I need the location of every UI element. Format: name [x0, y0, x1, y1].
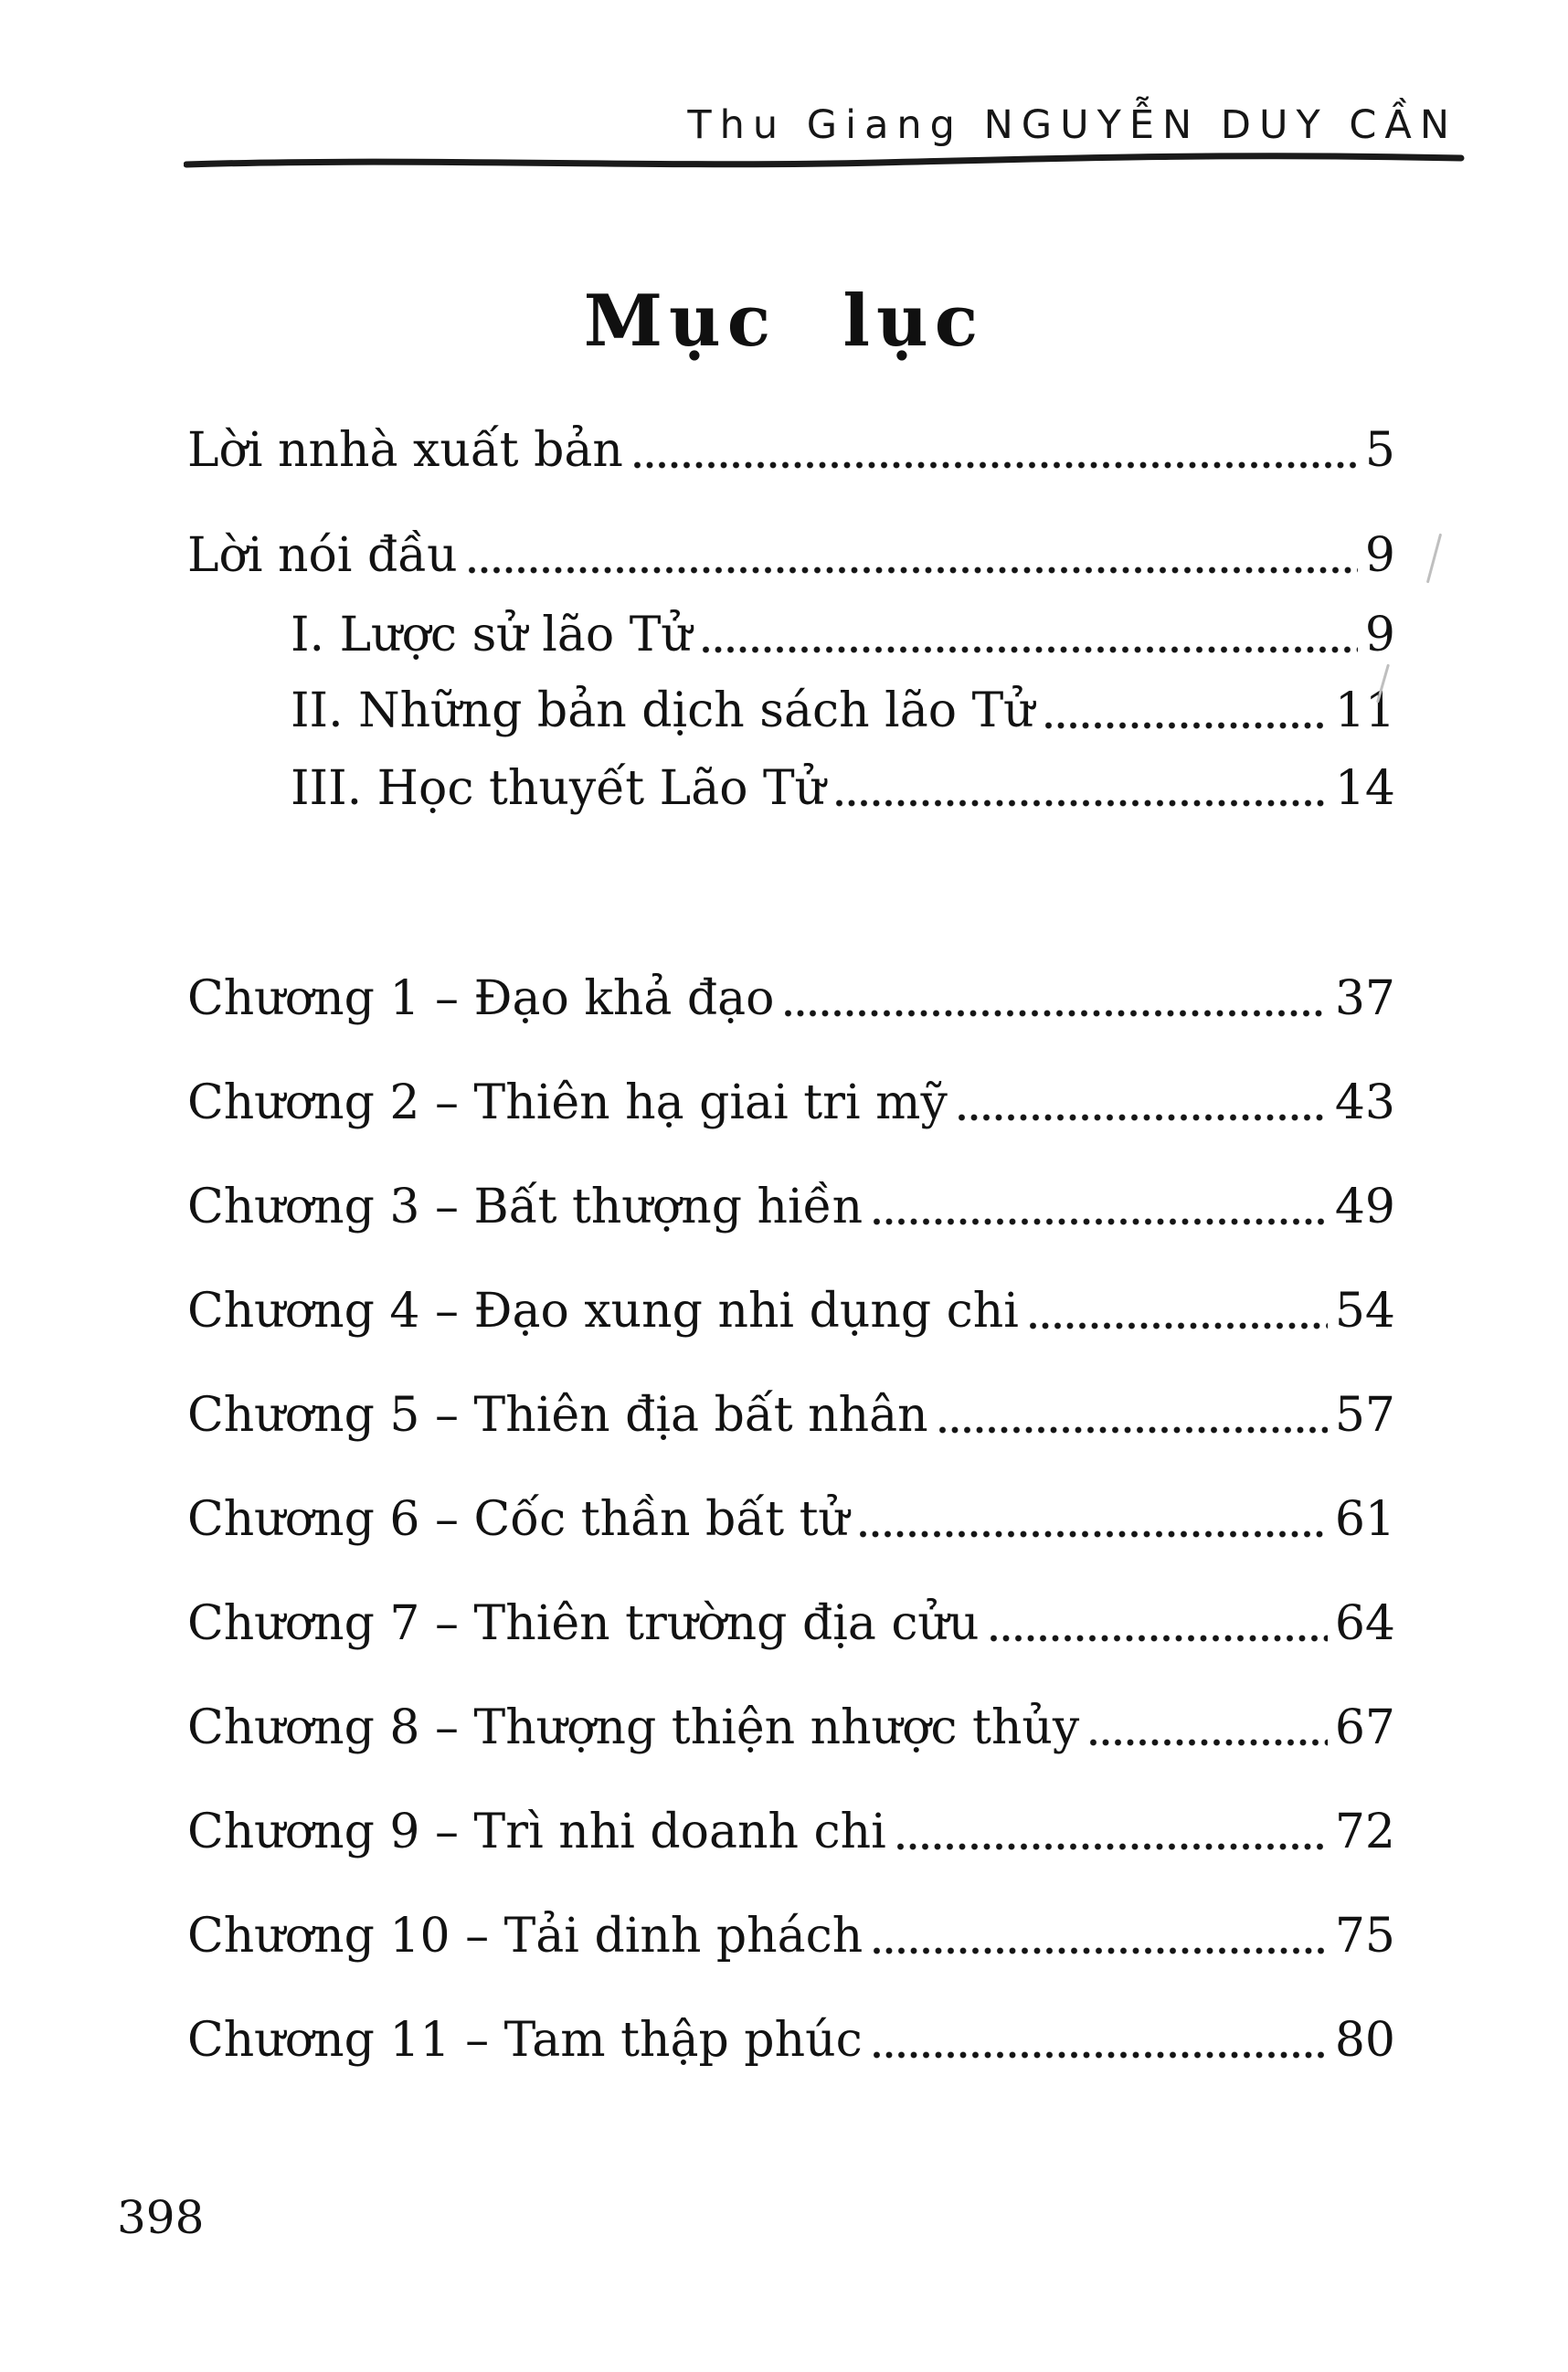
toc-entry-label: Chương 3 – Bất thượng hiền — [187, 1180, 863, 1234]
toc-entry-label: Chương 2 – Thiên hạ giai tri mỹ — [187, 1075, 948, 1130]
toc-entry-label: Chương 6 – Cốc thần bất tử — [187, 1492, 850, 1547]
toc-entry-page: 43 — [1334, 1075, 1395, 1130]
toc-entry — [187, 1903, 1395, 1969]
toc-entry — [187, 523, 1395, 588]
toc-entry-page: 5 — [1364, 423, 1395, 478]
dot-leader — [991, 1635, 1328, 1642]
toc-entry-page: 49 — [1334, 1180, 1395, 1234]
dot-leader — [874, 1218, 1328, 1225]
toc-entry-label: II. Những bản dịch sách lão Tử — [291, 683, 1034, 738]
dot-leader — [897, 1843, 1328, 1850]
toc-entry-label: Lời nnhà xuất bản — [187, 423, 623, 478]
dot-leader — [469, 567, 1358, 574]
toc-entry-page: 61 — [1334, 1492, 1395, 1547]
dot-leader — [939, 1426, 1328, 1434]
toc-entry-label: Chương 11 – Tam thập phúc — [187, 2013, 863, 2068]
toc-entry — [187, 1382, 1395, 1448]
toc-entry-label: Chương 5 – Thiên địa bất nhân — [187, 1388, 928, 1443]
page-title: Mục lục — [583, 280, 985, 363]
toc-entry — [187, 1487, 1395, 1552]
toc-entry — [187, 2007, 1395, 2073]
toc-entry-page: 80 — [1334, 2013, 1395, 2068]
dot-leader — [703, 646, 1358, 653]
toc-entry-label: Chương 9 – Trì nhi doanh chi — [187, 1805, 886, 1859]
toc-entry — [187, 1695, 1395, 1761]
running-header-author: Thu Giang NGUYỄN DUY CẦN — [687, 102, 1457, 148]
header-rule-line — [184, 144, 1465, 175]
dot-leader — [959, 1114, 1328, 1121]
toc-entry — [187, 1070, 1395, 1136]
folio-page-number: 398 — [117, 2191, 205, 2244]
toc-entry-page: 9 — [1364, 608, 1395, 662]
dot-leader — [874, 1947, 1328, 1954]
dot-leader — [634, 461, 1358, 469]
toc-entry — [187, 756, 1395, 821]
toc-entry-label: Lời nói đầu — [187, 528, 458, 583]
toc-entry-page: 72 — [1334, 1805, 1395, 1859]
toc-entry-page: 14 — [1334, 761, 1395, 816]
dot-leader — [874, 2051, 1328, 2059]
toc-entry-label: Chương 1 – Đạo khả đạo — [187, 971, 775, 1026]
toc-entry — [187, 678, 1395, 744]
toc-entry-page: 64 — [1334, 1596, 1395, 1651]
toc-entry-page: 54 — [1334, 1284, 1395, 1339]
dot-leader — [860, 1530, 1328, 1538]
toc-entry-label: Chương 7 – Thiên trường địa cửu — [187, 1596, 980, 1651]
dot-leader — [785, 1010, 1327, 1017]
toc-entry-page: 11 — [1334, 683, 1395, 738]
toc-entry — [187, 1278, 1395, 1344]
dot-leader — [1045, 722, 1328, 729]
toc-entry-page: 9 — [1364, 528, 1395, 583]
dot-leader — [1090, 1739, 1328, 1746]
toc-entry — [187, 966, 1395, 1032]
toc-entry — [187, 1591, 1395, 1657]
toc-entry-label: Chương 8 – Thượng thiện nhược thủy — [187, 1700, 1080, 1755]
toc-entry-page: 75 — [1334, 1909, 1395, 1964]
toc-entry — [187, 1799, 1395, 1865]
dot-leader — [836, 799, 1328, 807]
toc-entry-page: 57 — [1334, 1388, 1395, 1443]
table-of-contents — [187, 418, 1395, 2073]
toc-entry-label: III. Học thuyết Lão Tử — [291, 761, 826, 816]
toc-entry-label: I. Lược sử lão Tử — [291, 608, 692, 662]
toc-entry-label: Chương 4 – Đạo xung nhi dụng chi — [187, 1284, 1019, 1339]
toc-entry — [187, 418, 1395, 483]
dot-leader — [1030, 1322, 1328, 1329]
toc-entry-label: Chương 10 – Tải dinh phách — [187, 1909, 863, 1964]
toc-entry-page: 37 — [1334, 971, 1395, 1026]
toc-entry — [187, 602, 1395, 668]
scan-artifact — [1426, 534, 1442, 584]
toc-entry — [187, 1174, 1395, 1240]
toc-entry-page: 67 — [1334, 1700, 1395, 1755]
